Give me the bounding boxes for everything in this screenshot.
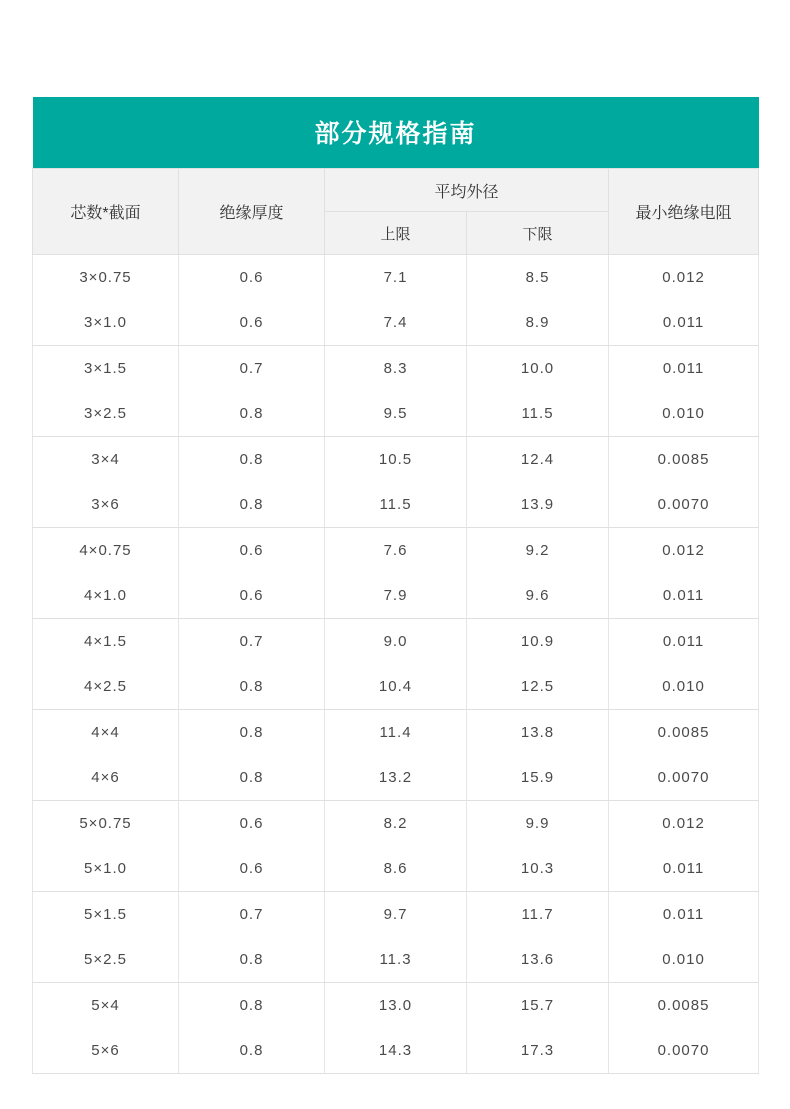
- cell-od-lower: 17.3: [467, 1028, 609, 1074]
- table-row: [33, 437, 759, 483]
- cell-od-upper: 8.2: [325, 801, 467, 847]
- cell-od-lower: 9.9: [467, 801, 609, 847]
- cell-min-res: 0.011: [609, 300, 759, 346]
- cell-spec: 4×1.0: [33, 573, 179, 619]
- cell-min-res: 0.0070: [609, 755, 759, 801]
- cell-spec: 3×4: [33, 437, 179, 483]
- cell-od-upper: 7.9: [325, 573, 467, 619]
- cell-od-upper: 9.5: [325, 391, 467, 437]
- cell-min-res: 0.012: [609, 255, 759, 301]
- row-group: [33, 892, 759, 983]
- spec-table: [32, 97, 759, 1074]
- cell-od-upper: 9.0: [325, 619, 467, 665]
- cell-insulation: 0.8: [179, 391, 325, 437]
- cell-insulation: 0.7: [179, 346, 325, 392]
- cell-spec: 3×1.5: [33, 346, 179, 392]
- row-group: [33, 619, 759, 710]
- cell-insulation: 0.7: [179, 892, 325, 938]
- cell-od-upper: 14.3: [325, 1028, 467, 1074]
- table-row: [33, 255, 759, 301]
- cell-od-lower: 9.2: [467, 528, 609, 574]
- cell-od-lower: 11.5: [467, 391, 609, 437]
- row-group: [33, 437, 759, 528]
- cell-spec: 4×4: [33, 710, 179, 756]
- cell-min-res: 0.010: [609, 391, 759, 437]
- cell-min-res: 0.011: [609, 573, 759, 619]
- cell-min-res: 0.010: [609, 664, 759, 710]
- cell-od-lower: 11.7: [467, 892, 609, 938]
- cell-od-lower: 13.6: [467, 937, 609, 983]
- cell-min-res: 0.0085: [609, 983, 759, 1029]
- cell-insulation: 0.8: [179, 937, 325, 983]
- cell-od-upper: 10.4: [325, 664, 467, 710]
- cell-spec: 4×1.5: [33, 619, 179, 665]
- header-average-outer-diameter: 平均外径: [325, 169, 609, 212]
- cell-od-upper: 7.4: [325, 300, 467, 346]
- cell-od-lower: 12.4: [467, 437, 609, 483]
- cell-min-res: 0.0070: [609, 1028, 759, 1074]
- cell-spec: 4×0.75: [33, 528, 179, 574]
- cell-insulation: 0.6: [179, 801, 325, 847]
- cell-insulation: 0.7: [179, 619, 325, 665]
- table-row: [33, 573, 759, 619]
- cell-min-res: 0.0085: [609, 710, 759, 756]
- cell-spec: 5×1.0: [33, 846, 179, 892]
- table-row: [33, 482, 759, 528]
- cell-od-upper: 7.1: [325, 255, 467, 301]
- cell-spec: 5×6: [33, 1028, 179, 1074]
- cell-min-res: 0.011: [609, 846, 759, 892]
- cell-insulation: 0.8: [179, 664, 325, 710]
- cell-spec: 5×0.75: [33, 801, 179, 847]
- cell-od-upper: 10.5: [325, 437, 467, 483]
- cell-od-lower: 10.3: [467, 846, 609, 892]
- cell-od-upper: 13.2: [325, 755, 467, 801]
- cell-od-upper: 9.7: [325, 892, 467, 938]
- cell-spec: 4×2.5: [33, 664, 179, 710]
- row-group: [33, 983, 759, 1074]
- header-min-insulation-resistance: 最小绝缘电阻: [609, 169, 759, 255]
- table-row: [33, 346, 759, 392]
- table-row: [33, 983, 759, 1029]
- cell-insulation: 0.6: [179, 528, 325, 574]
- header-lower-limit: 下限: [467, 212, 609, 255]
- cell-min-res: 0.011: [609, 892, 759, 938]
- cell-od-lower: 15.7: [467, 983, 609, 1029]
- cell-spec: 5×2.5: [33, 937, 179, 983]
- table-row: [33, 528, 759, 574]
- cell-od-lower: 9.6: [467, 573, 609, 619]
- cell-od-lower: 12.5: [467, 664, 609, 710]
- cell-min-res: 0.0070: [609, 482, 759, 528]
- cell-od-upper: 11.4: [325, 710, 467, 756]
- cell-min-res: 0.011: [609, 346, 759, 392]
- header-row-primary: [33, 169, 759, 212]
- table-row: [33, 1028, 759, 1074]
- cell-od-lower: 15.9: [467, 755, 609, 801]
- header-upper-limit: 上限: [325, 212, 467, 255]
- cell-insulation: 0.8: [179, 983, 325, 1029]
- table-title: 部分规格指南: [33, 97, 759, 169]
- table-row: [33, 937, 759, 983]
- cell-min-res: 0.0085: [609, 437, 759, 483]
- row-group: [33, 255, 759, 346]
- cell-insulation: 0.8: [179, 1028, 325, 1074]
- table-title-row: [33, 97, 759, 169]
- table-row: [33, 710, 759, 756]
- cell-od-lower: 10.0: [467, 346, 609, 392]
- cell-min-res: 0.010: [609, 937, 759, 983]
- table-row: [33, 892, 759, 938]
- cell-insulation: 0.6: [179, 255, 325, 301]
- cell-od-lower: 13.9: [467, 482, 609, 528]
- table-row: [33, 391, 759, 437]
- table-row: [33, 300, 759, 346]
- table-row: [33, 846, 759, 892]
- spec-table-head: [33, 97, 759, 255]
- cell-min-res: 0.011: [609, 619, 759, 665]
- table-row: [33, 619, 759, 665]
- cell-od-lower: 13.8: [467, 710, 609, 756]
- table-row: [33, 664, 759, 710]
- cell-insulation: 0.8: [179, 755, 325, 801]
- row-group: [33, 346, 759, 437]
- table-row: [33, 801, 759, 847]
- cell-insulation: 0.6: [179, 573, 325, 619]
- cell-od-lower: 8.9: [467, 300, 609, 346]
- cell-spec: 4×6: [33, 755, 179, 801]
- cell-insulation: 0.8: [179, 710, 325, 756]
- cell-spec: 3×2.5: [33, 391, 179, 437]
- cell-od-lower: 10.9: [467, 619, 609, 665]
- cell-spec: 3×1.0: [33, 300, 179, 346]
- cell-spec: 3×0.75: [33, 255, 179, 301]
- cell-od-upper: 13.0: [325, 983, 467, 1029]
- row-group: [33, 528, 759, 619]
- row-group: [33, 801, 759, 892]
- cell-od-upper: 11.3: [325, 937, 467, 983]
- header-insulation-thickness: 绝缘厚度: [179, 169, 325, 255]
- cell-spec: 5×1.5: [33, 892, 179, 938]
- cell-min-res: 0.012: [609, 528, 759, 574]
- cell-od-upper: 11.5: [325, 482, 467, 528]
- cell-insulation: 0.6: [179, 300, 325, 346]
- cell-od-upper: 8.3: [325, 346, 467, 392]
- cell-insulation: 0.8: [179, 482, 325, 528]
- cell-spec: 5×4: [33, 983, 179, 1029]
- spec-table-container: [32, 97, 758, 1074]
- cell-od-upper: 7.6: [325, 528, 467, 574]
- header-core-section: 芯数*截面: [33, 169, 179, 255]
- cell-od-lower: 8.5: [467, 255, 609, 301]
- table-row: [33, 755, 759, 801]
- cell-min-res: 0.012: [609, 801, 759, 847]
- cell-insulation: 0.6: [179, 846, 325, 892]
- row-group: [33, 710, 759, 801]
- cell-insulation: 0.8: [179, 437, 325, 483]
- cell-od-upper: 8.6: [325, 846, 467, 892]
- cell-spec: 3×6: [33, 482, 179, 528]
